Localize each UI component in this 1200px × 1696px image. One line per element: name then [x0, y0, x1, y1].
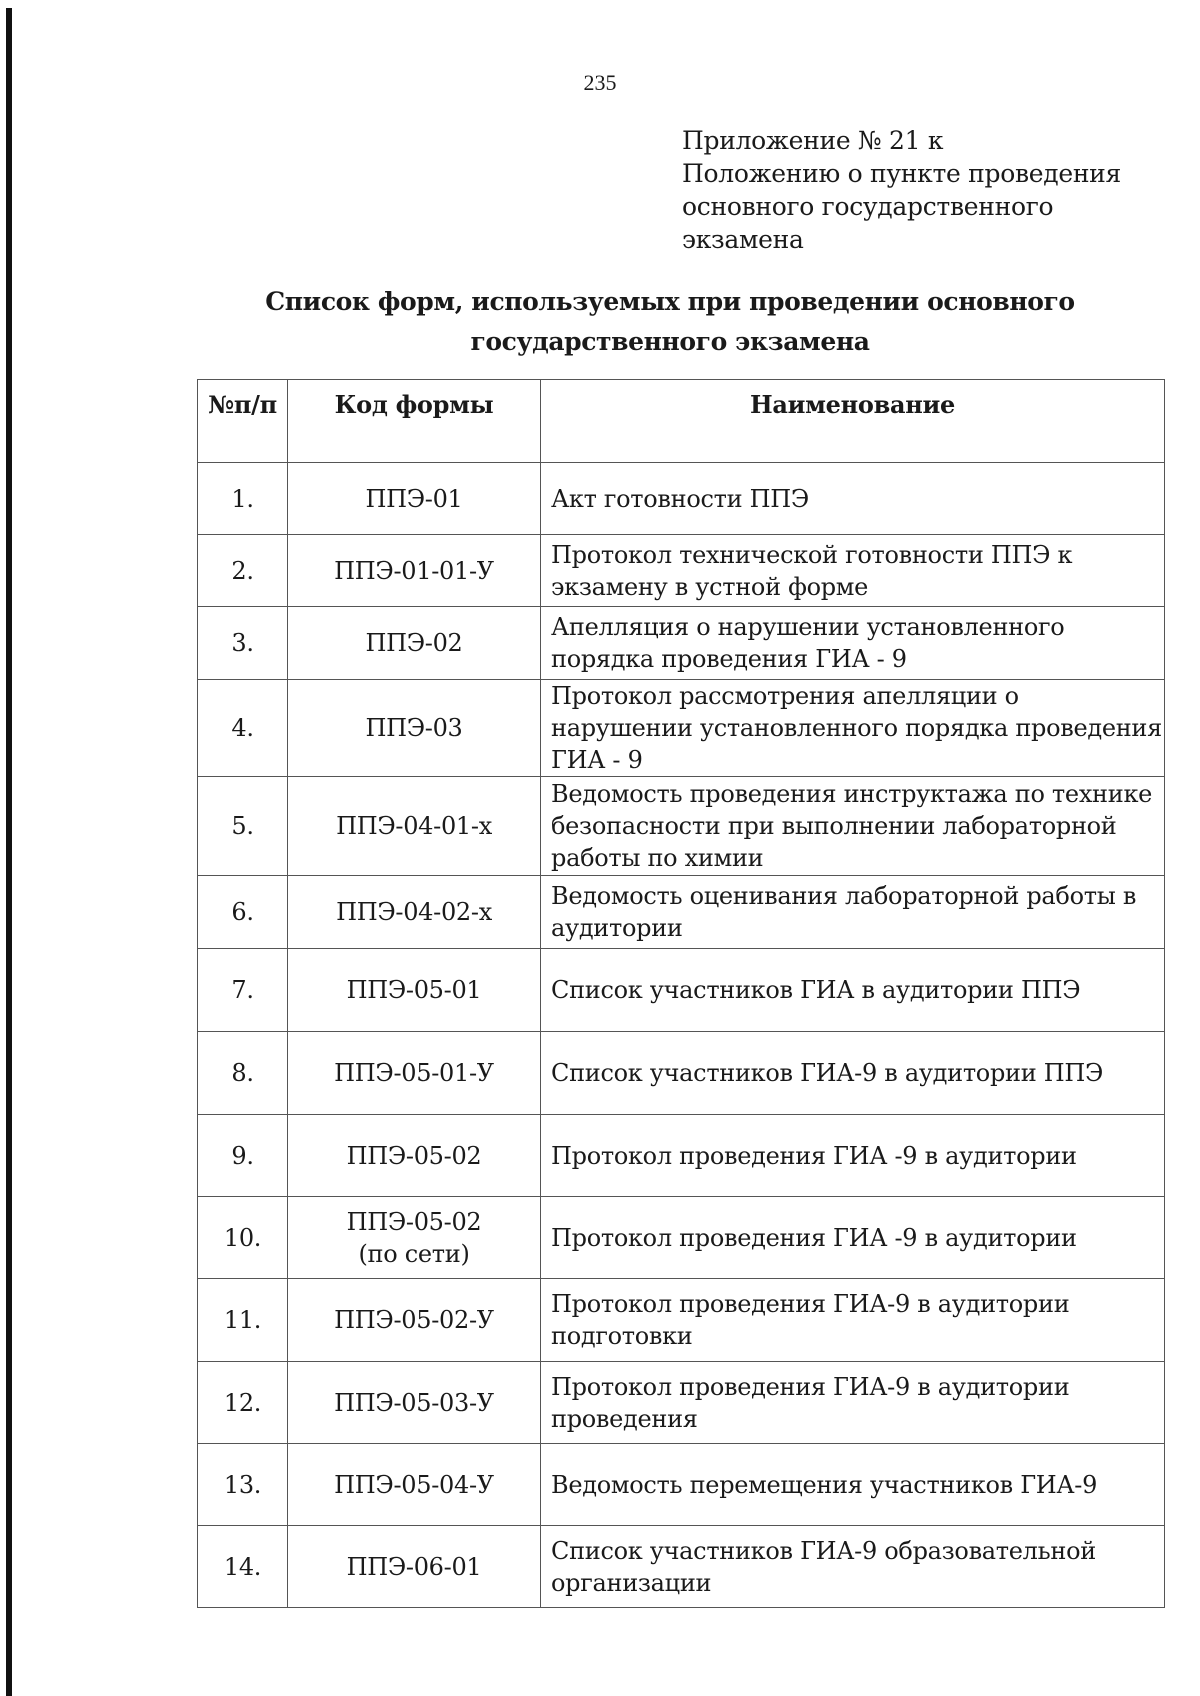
binding-edge: [6, 8, 12, 1696]
row-number: 2.: [198, 535, 288, 607]
form-name: Протокол технической готовности ППЭ к экзамену в устной форме: [541, 535, 1165, 607]
row-number: 7.: [198, 949, 288, 1032]
form-name: Апелляция о нарушении установленного порядка проведения ГИА - 9: [541, 607, 1165, 680]
table-row: [198, 535, 1165, 607]
appendix-line: основного государственного: [682, 192, 1054, 221]
title-line: государственного экзамена: [470, 327, 870, 356]
table-row: [198, 1279, 1165, 1362]
row-number: 1.: [198, 463, 288, 535]
form-name: Ведомость оценивания лабораторной работы в аудитории: [541, 876, 1165, 949]
header-number: №п/п: [198, 380, 288, 463]
form-name: Протокол проведения ГИА -9 в аудитории: [541, 1115, 1165, 1197]
row-number: 11.: [198, 1279, 288, 1362]
table-row: [198, 1032, 1165, 1115]
header-code: Код формы: [288, 380, 541, 463]
table-row: [198, 680, 1165, 777]
form-code: ППЭ-05-01: [288, 949, 541, 1032]
forms-table: [197, 379, 1165, 1608]
form-code: ППЭ-02: [288, 607, 541, 680]
form-code: ППЭ-01: [288, 463, 541, 535]
header-name: Наименование: [541, 380, 1165, 463]
form-code: ППЭ-03: [288, 680, 541, 777]
form-name: Список участников ГИА-9 образовательной организации: [541, 1526, 1165, 1608]
row-number: 10.: [198, 1197, 288, 1279]
row-number: 13.: [198, 1444, 288, 1526]
row-number: 9.: [198, 1115, 288, 1197]
appendix-line: экзамена: [682, 225, 804, 254]
form-name: Протокол проведения ГИА -9 в аудитории: [541, 1197, 1165, 1279]
form-code: ППЭ-05-02-У: [288, 1279, 541, 1362]
table-row: [198, 1197, 1165, 1279]
table-row: [198, 1526, 1165, 1608]
table-row: [198, 949, 1165, 1032]
table-header-row: [198, 380, 1165, 463]
form-name: Ведомость проведения инструктажа по технике безопасности при выполнении лабораторной работы по химии: [541, 777, 1165, 876]
table-body: [198, 463, 1165, 1608]
form-name: Протокол рассмотрения апелляции о нарушении установленного порядка проведения ГИА - 9: [541, 680, 1165, 777]
table-row: [198, 1444, 1165, 1526]
form-code: ППЭ-01-01-У: [288, 535, 541, 607]
form-name: Список участников ГИА-9 в аудитории ППЭ: [541, 1032, 1165, 1115]
table-row: [198, 463, 1165, 535]
appendix-line: Приложение № 21 к: [682, 126, 944, 155]
table-row: [198, 1115, 1165, 1197]
row-number: 5.: [198, 777, 288, 876]
appendix-line: Положению о пункте проведения: [682, 159, 1122, 188]
form-code: ППЭ-04-02-х: [288, 876, 541, 949]
form-name: Протокол проведения ГИА-9 в аудитории проведения: [541, 1362, 1165, 1444]
form-code: ППЭ-05-01-У: [288, 1032, 541, 1115]
table-row: [198, 777, 1165, 876]
form-code: ППЭ-06-01: [288, 1526, 541, 1608]
form-code: ППЭ-05-02 (по сети): [288, 1197, 541, 1279]
form-name: Список участников ГИА в аудитории ППЭ: [541, 949, 1165, 1032]
row-number: 3.: [198, 607, 288, 680]
table-row: [198, 607, 1165, 680]
form-name: Протокол проведения ГИА-9 в аудитории подготовки: [541, 1279, 1165, 1362]
form-name: Ведомость перемещения участников ГИА-9: [541, 1444, 1165, 1526]
document-title: [200, 282, 1140, 362]
row-number: 14.: [198, 1526, 288, 1608]
form-code: ППЭ-05-02: [288, 1115, 541, 1197]
title-line: Список форм, используемых при проведении основного: [265, 287, 1075, 316]
form-code: ППЭ-05-03-У: [288, 1362, 541, 1444]
form-code: ППЭ-04-01-х: [288, 777, 541, 876]
row-number: 8.: [198, 1032, 288, 1115]
row-number: 6.: [198, 876, 288, 949]
row-number: 4.: [198, 680, 288, 777]
form-code: ППЭ-05-04-У: [288, 1444, 541, 1526]
form-name: Акт готовности ППЭ: [541, 463, 1165, 535]
table-row: [198, 1362, 1165, 1444]
page-number: 235: [583, 70, 617, 95]
table-row: [198, 876, 1165, 949]
appendix-note: [682, 124, 1121, 256]
row-number: 12.: [198, 1362, 288, 1444]
